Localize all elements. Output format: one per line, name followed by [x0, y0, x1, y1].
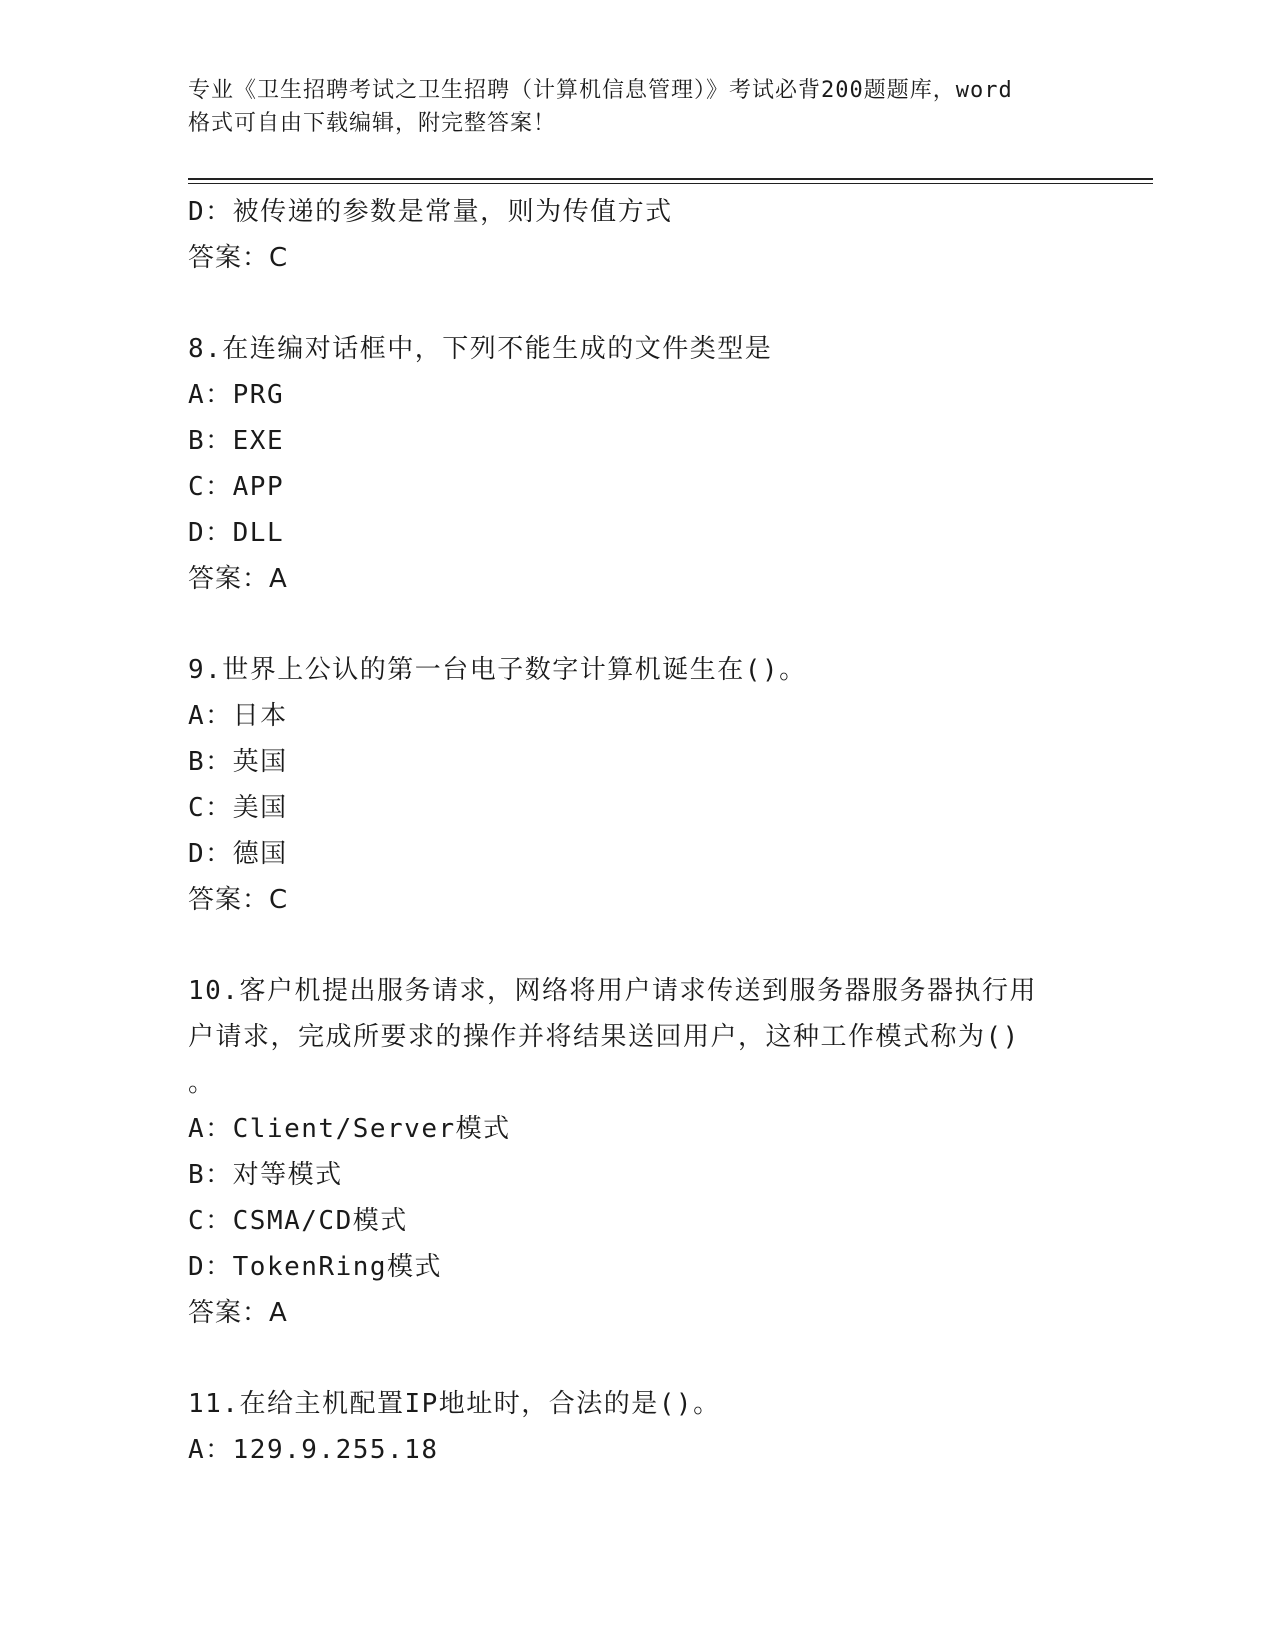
header-divider-thin	[188, 183, 1153, 184]
answer-line: 答案：C	[188, 885, 289, 915]
question-11	[188, 1381, 1088, 1473]
question-text: 9.世界上公认的第一台电子数字计算机诞生在()。	[188, 655, 807, 685]
option-c: C：CSMA/CD模式	[188, 1206, 408, 1236]
option-a: A：Client/Server模式	[188, 1114, 511, 1144]
question-7-tail	[188, 189, 1088, 281]
question-list	[188, 189, 1088, 1473]
option-c: C：美国	[188, 793, 288, 823]
option-c: C：APP	[188, 472, 285, 502]
option-a: A：PRG	[188, 380, 285, 410]
question-text-line-1: 10.客户机提出服务请求，网络将用户请求传送到服务器服务器执行用	[188, 976, 1037, 1006]
option-b: B：英国	[188, 747, 288, 777]
option-a: A：日本	[188, 701, 288, 731]
question-text-line-3: 。	[188, 1068, 216, 1098]
question-8	[188, 326, 1088, 602]
option-a: A：129.9.255.18	[188, 1435, 439, 1465]
answer-line: 答案：A	[188, 564, 288, 594]
option-d: D：被传递的参数是常量，则为传值方式	[188, 197, 673, 227]
spacer	[188, 602, 1088, 647]
spacer	[188, 923, 1088, 968]
spacer	[188, 281, 1088, 326]
option-b: B：EXE	[188, 426, 285, 456]
question-text-line-2: 户请求，完成所要求的操作并将结果送回用户，这种工作模式称为()	[188, 1022, 1020, 1052]
question-9	[188, 647, 1088, 923]
answer-line: 答案：A	[188, 1298, 288, 1328]
option-d: D：TokenRing模式	[188, 1252, 443, 1282]
spacer	[188, 1336, 1088, 1381]
question-text: 8.在连编对话框中，下列不能生成的文件类型是	[188, 334, 773, 364]
question-10	[188, 968, 1088, 1336]
option-b: B：对等模式	[188, 1160, 343, 1190]
header-line-2: 格式可自由下载编辑，附完整答案！	[188, 111, 557, 136]
option-d: D：DLL	[188, 518, 285, 548]
header-line-1: 专业《卫生招聘考试之卫生招聘（计算机信息管理）》考试必背200题题库，word	[188, 78, 1013, 103]
option-d: D：德国	[188, 839, 288, 869]
header-divider-thick	[188, 178, 1153, 180]
answer-line: 答案：C	[188, 243, 289, 273]
question-text: 11.在给主机配置IP地址时，合法的是()。	[188, 1389, 721, 1419]
document-header	[188, 74, 1088, 140]
